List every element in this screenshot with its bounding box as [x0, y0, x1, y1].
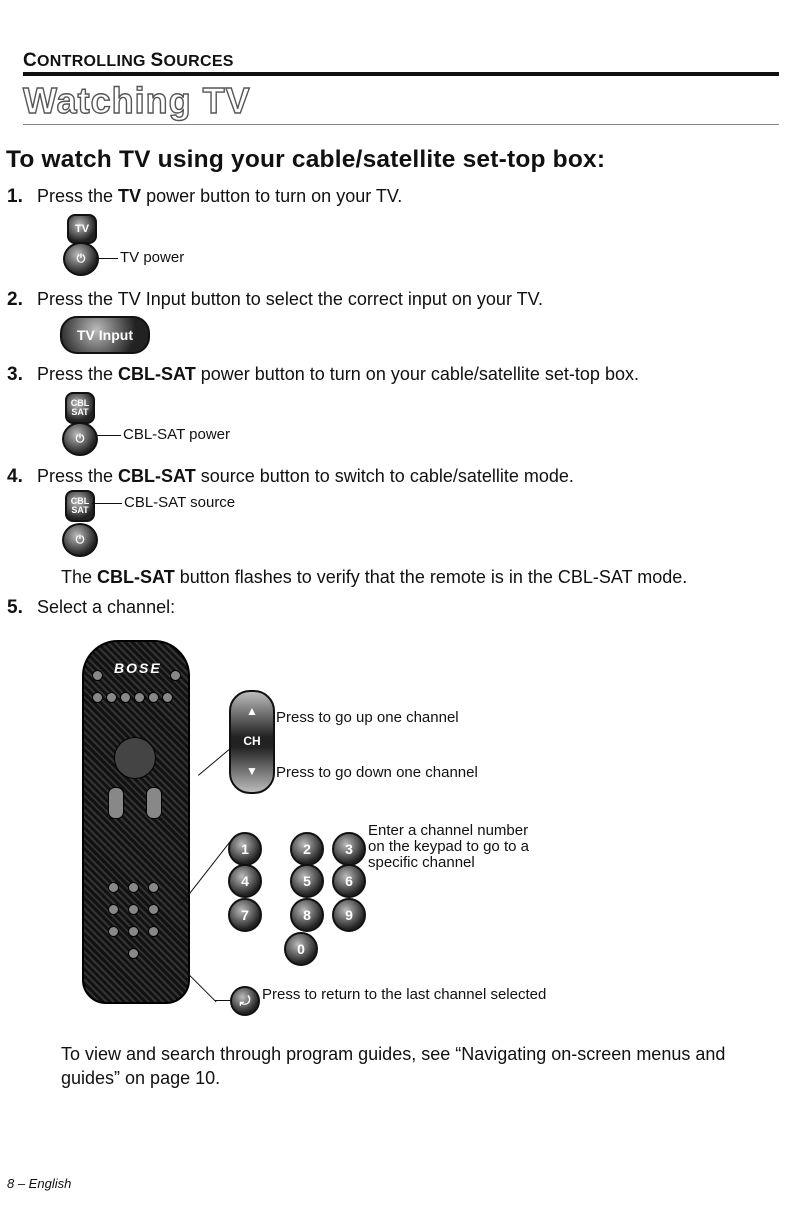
- remote-key: [128, 948, 139, 959]
- keypad-button-3: [332, 832, 366, 866]
- remote-rocker: [146, 787, 162, 819]
- remote-key: [128, 882, 139, 893]
- remote-key: [92, 670, 103, 681]
- step-number: 5.: [7, 597, 23, 618]
- keypad-button-1: [228, 832, 262, 866]
- keypad-callout-line: specific channel: [368, 854, 475, 871]
- keypad-button-9: [332, 898, 366, 932]
- remote-key: [108, 882, 119, 893]
- step-3: [7, 364, 639, 386]
- keypad-callout-line: on the keypad to go to a: [368, 838, 529, 855]
- section-header-text: ONTROLLING: [37, 53, 151, 70]
- step-text: The: [61, 567, 98, 587]
- cbl-sat-power-button: [62, 523, 98, 557]
- down-arrow-icon: ▼: [246, 764, 258, 778]
- remote-key: [162, 692, 173, 703]
- last-channel-button: [230, 986, 260, 1016]
- keypad-label: 4: [241, 873, 249, 889]
- ch-label: CH: [243, 734, 261, 748]
- remote-key: [128, 904, 139, 915]
- step-text: power button to turn on your cable/satellite set-top box.: [195, 364, 639, 384]
- callout-line: [95, 435, 121, 436]
- step-2: [7, 289, 543, 311]
- keypad-label: 7: [241, 907, 249, 923]
- section-header-text: OURCES: [163, 53, 234, 70]
- step-4-note: [61, 567, 687, 588]
- section-header: [23, 50, 234, 72]
- keypad-button-7: [228, 898, 262, 932]
- last-channel-callout: Press to return to the last channel selected: [262, 986, 547, 1003]
- remote-key: [120, 692, 131, 703]
- remote-key: [148, 904, 159, 915]
- header-rule: [23, 72, 779, 76]
- keypad-callout-line: Enter a channel number: [368, 822, 529, 839]
- step-text: Select a channel:: [37, 597, 176, 617]
- channel-down-callout: Press to go down one channel: [276, 764, 478, 781]
- keypad-button-0: [284, 932, 318, 966]
- keypad-label: 5: [303, 873, 311, 889]
- up-arrow-icon: ▲: [246, 704, 258, 718]
- remote-key: [108, 904, 119, 915]
- keypad-label: 2: [303, 841, 311, 857]
- section-header-letter: C: [23, 50, 38, 71]
- cbl-sat-power-button: [62, 422, 98, 456]
- tv-input-button: [60, 316, 150, 354]
- keypad-button-2: [290, 832, 324, 866]
- step-text: Press the TV Input button to select the correct input on your TV.: [37, 289, 543, 309]
- remote-key: [92, 692, 103, 703]
- power-icon: ⏻: [75, 432, 85, 445]
- keypad-label: 8: [303, 907, 311, 923]
- power-icon: ⏻: [76, 252, 86, 265]
- keypad-button-5: [290, 864, 324, 898]
- cbl-sat-source-button: [65, 490, 95, 522]
- step-text: source button to switch to cable/satellite mode.: [195, 466, 574, 486]
- remote-illustration: [82, 640, 190, 1004]
- keypad-label: 0: [297, 941, 305, 957]
- cbl-sat-source-callout: CBL-SAT source: [124, 494, 236, 511]
- keypad-label: 1: [241, 841, 249, 857]
- step-1: [7, 186, 402, 208]
- keypad-button-4: [228, 864, 262, 898]
- step-number: 1.: [7, 186, 23, 207]
- tv-source-button: [67, 214, 97, 244]
- step-text-bold: CBL-SAT: [118, 466, 196, 486]
- cbl-sat-source-button: [65, 392, 95, 424]
- tv-input-button-label: TV Input: [77, 327, 133, 343]
- cbl-label: CBL: [70, 496, 90, 506]
- remote-key: [148, 882, 159, 893]
- cbl-label: CBL: [70, 398, 90, 408]
- remote-key: [128, 926, 139, 937]
- remote-dpad: [114, 737, 156, 779]
- cbl-sat-power-callout: CBL-SAT power: [123, 426, 230, 443]
- step-5: [7, 597, 175, 619]
- step-number: 2.: [7, 289, 23, 310]
- sat-label: SAT: [71, 407, 89, 417]
- callout-line: [215, 1000, 231, 1001]
- procedure-heading: To watch TV using your cable/satellite set-top box:: [6, 146, 606, 173]
- step-text: power button to turn on your TV.: [141, 186, 403, 206]
- keypad-label: 3: [345, 841, 353, 857]
- callout-line: [96, 258, 118, 259]
- page-title: Watching TV: [23, 80, 251, 121]
- step-text: button flashes to verify that the remote is in the CBL-SAT mode.: [174, 567, 688, 587]
- section-header-letter: S: [150, 50, 164, 71]
- callout-line: [198, 749, 229, 775]
- remote-key: [170, 670, 181, 681]
- step-text: Press the: [37, 186, 119, 206]
- footnote: To view and search through program guides, see “Navigating on-screen menus and guides” on page 10.: [61, 1044, 726, 1088]
- keypad-callout: [368, 823, 529, 871]
- step-text: Press the: [37, 364, 119, 384]
- sat-label: SAT: [71, 505, 89, 515]
- remote-key: [134, 692, 145, 703]
- keypad-button-6: [332, 864, 366, 898]
- remote-key: [106, 692, 117, 703]
- callout-line: [92, 503, 122, 504]
- remote-key: [148, 692, 159, 703]
- remote-key: [148, 926, 159, 937]
- step-number: 4.: [7, 466, 23, 487]
- step-text-bold: CBL-SAT: [118, 364, 196, 384]
- step-text-bold: CBL-SAT: [97, 567, 175, 587]
- tv-power-button: [63, 242, 99, 276]
- keypad-button-8: [290, 898, 324, 932]
- step-text: Press the: [37, 466, 119, 486]
- tv-source-button-label: TV: [74, 223, 90, 235]
- last-channel-icon: ⤾: [239, 993, 251, 1008]
- keypad-label: 6: [345, 873, 353, 889]
- remote-rocker: [108, 787, 124, 819]
- channel-rocker: [229, 690, 275, 794]
- tv-power-callout: TV power: [120, 249, 185, 266]
- channel-up-callout: Press to go up one channel: [276, 709, 459, 726]
- page-number: 8 – English: [7, 1176, 72, 1191]
- title-rule: [23, 124, 779, 125]
- bose-logo: BOSE: [114, 660, 162, 676]
- remote-key: [108, 926, 119, 937]
- power-icon: ⏻: [75, 533, 85, 546]
- keypad-label: 9: [345, 907, 353, 923]
- step-4: [7, 466, 574, 488]
- step-text-bold: TV: [118, 186, 142, 206]
- step-number: 3.: [7, 364, 23, 385]
